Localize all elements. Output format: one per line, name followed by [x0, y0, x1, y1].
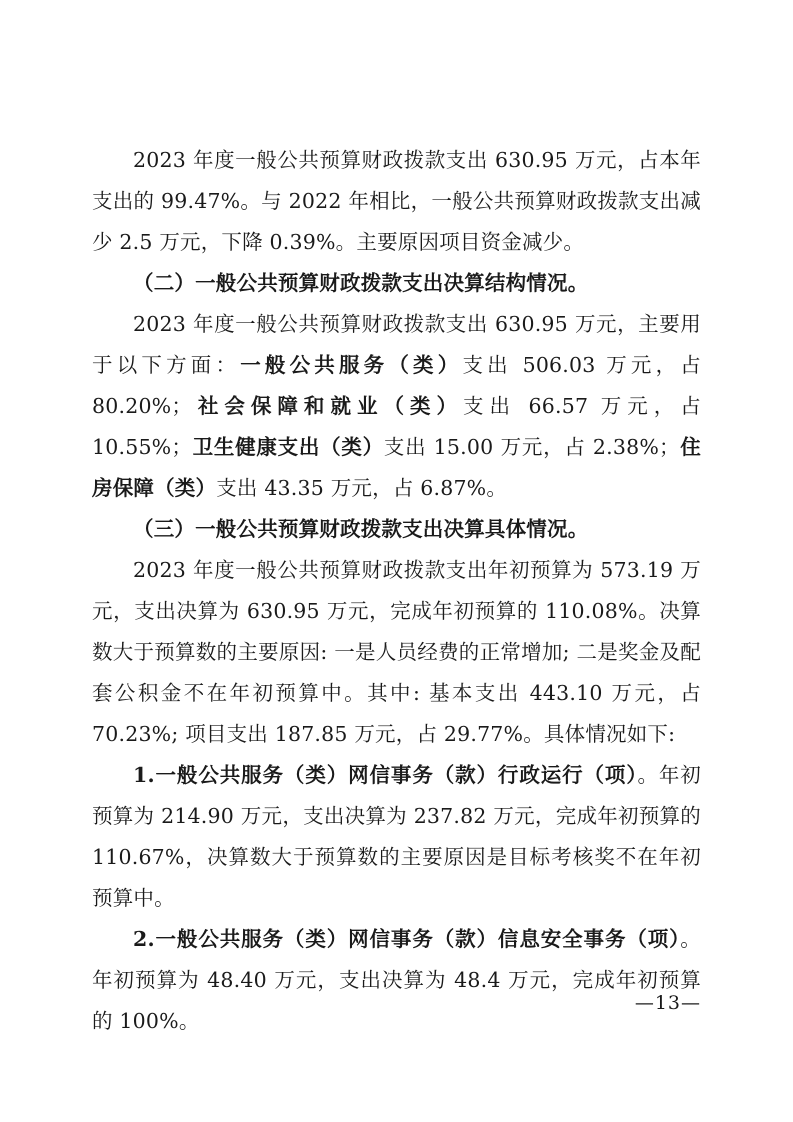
paragraph-budget-expenditure-summary: 2023 年度一般公共预算财政拨款支出 630.95 万元，占本年支出的 99.47%。与 2022 年相比，一般公共预算财政拨款支出减少 2.5 万元，下降 0.39%。主要原因项目资金减少。: [92, 148, 701, 254]
run-text: 支出 43.35 万元，占 6.87%。: [216, 476, 508, 500]
run-category-housing: 住房保障（类）: [92, 435, 702, 500]
paragraph-expenditure-structure-detail: [92, 304, 701, 509]
run-category-health: 卫生健康支出（类）: [192, 435, 384, 459]
run-item-title: 一般公共服务（类）网信事务（款）行政运行（项）: [154, 763, 638, 787]
paragraph-item-2: [92, 919, 701, 1042]
run-text: 支出 66.57 万元，占 10.55%；: [92, 394, 701, 459]
document-body: [92, 140, 701, 1042]
heading-expenditure-structure: （二）一般公共预算财政拨款支出决算结构情况。: [133, 271, 589, 295]
run-category-general-public-service: 一般公共服务（类）: [240, 353, 463, 377]
run-text: 。年初预算为 48.40 万元，支出决算为 48.4 万元，完成年初预算的 100%。: [92, 927, 701, 1033]
run-item-number: 1.: [133, 763, 155, 787]
run-text: 支出 15.00 万元，占 2.38%；: [383, 435, 680, 459]
run-item-number: 2.: [133, 927, 155, 951]
run-text: 。年初预算为 214.90 万元，支出决算为 237.82 万元，完成年初预算的 110.67%，决算数大于预算数的主要原因是目标考核奖不在年初预算中。: [92, 763, 701, 910]
run-text: 支出 506.03 万元，占 80.20%；: [92, 353, 702, 418]
run-text: 2023 年度一般公共预算财政拨款支出 630.95 万元，主要用于以下方面：: [92, 312, 701, 377]
heading-expenditure-specifics: （三）一般公共预算财政拨款支出决算具体情况。: [133, 517, 589, 541]
paragraph-item-1: [92, 755, 701, 919]
paragraph-expenditure-specifics-detail: 2023 年度一般公共预算财政拨款支出年初预算为 573.19 万元，支出决算为 630.95 万元，完成年初预算的 110.08%。决算数大于预算数的主要原因: 一是人员经费的正常增加; 二是奖金及配套公积金不在年初预算中。其中: 基本支出 443.10 万元，占 70.23%; 项目支出 187.85 万元，占 29.77%。具体情况如下:: [92, 558, 701, 746]
run-category-social-security: 社会保障和就业（类）: [192, 394, 463, 418]
run-item-title: 一般公共服务（类）网信事务（款）信息安全事务（项）: [154, 927, 681, 951]
page-number: —13—: [634, 992, 701, 1014]
